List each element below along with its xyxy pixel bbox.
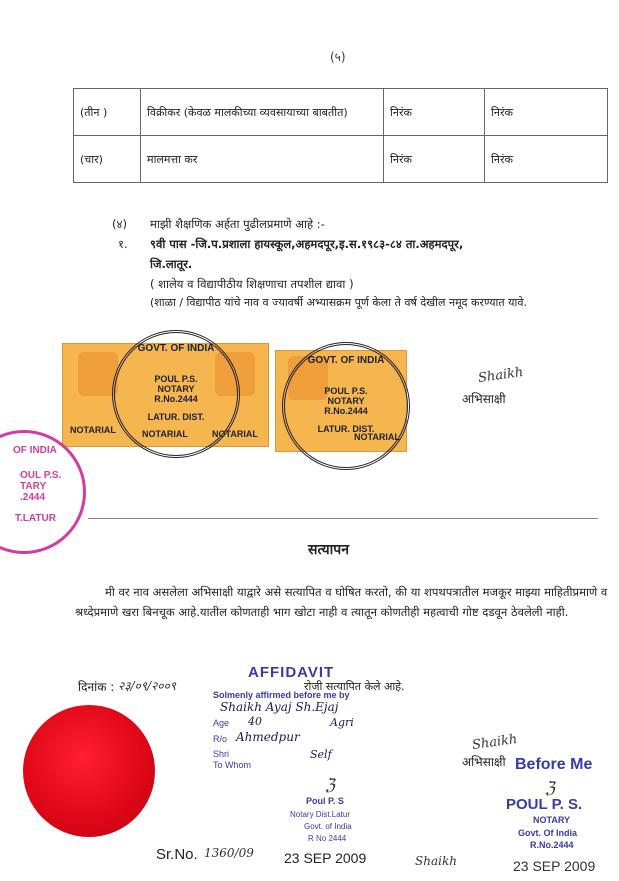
seal-name: POUL P.S. — [154, 374, 198, 384]
affidavit-age-label: Age — [213, 718, 230, 728]
affidavit-affirmed-label: Solmenly affirmed before me by — [213, 690, 350, 700]
table-cell: निरंक — [485, 89, 608, 136]
affidavit-identified-label: Shri — [213, 749, 230, 759]
affidavit-address: Ahmedpur — [236, 730, 300, 744]
notarial-label: NOTARIAL — [70, 425, 116, 435]
affidavit-notary-line2: Notary Dist.Latur — [290, 810, 351, 819]
pink-seal-top: OF INDIA — [13, 445, 57, 456]
assets-table — [73, 88, 608, 183]
table-cell: मालमत्ता कर — [141, 136, 384, 183]
table-row — [74, 136, 608, 183]
affidavit-notary-name: Poul P. S — [306, 796, 344, 806]
notary-seal-pink — [0, 430, 86, 554]
affidavit-to-whom-label: To Whom — [213, 760, 252, 770]
seal-title: NOTARY — [327, 396, 365, 406]
notary-seal — [112, 330, 240, 458]
deponent-signature-bottom: Shaikh — [415, 854, 457, 868]
date-value: २३/०९/२००९ — [118, 679, 177, 693]
pink-seal-reg: .2444 — [20, 492, 46, 503]
pink-seal-name: OUL P.S. — [20, 470, 62, 481]
notarial-label: NOTARIAL — [354, 432, 400, 442]
affidavit-identified: Self — [310, 748, 332, 761]
seal-bottom-text: LATUR. DIST. — [317, 424, 375, 434]
stamp-date: 23 SEP 2009 — [284, 850, 367, 866]
verification-text: मी वर नाव असलेला अभिसाक्षी याद्वारे असे सत्यापित व घोषित करतो, की या शपथपत्रातील मजकूर माझ्या माहितीप्रमाणे व श्रध्देप्रमाणे खरा बिनचूक आहे.यातील कोणताही भाग खोटा नाही व त्यातून कोणतीही महत्वाची गोष्ट दडवून ठेवलेली नाही. — [75, 585, 608, 619]
table-cell: निरंक — [485, 136, 608, 183]
pink-seal-title: TARY — [20, 481, 47, 492]
serial-value: 1360/09 — [204, 846, 254, 860]
red-wax-seal — [23, 705, 155, 837]
affidavit-title: AFFIDAVIT — [248, 664, 335, 681]
serial-label: Sr.No. — [156, 846, 198, 863]
deponent-signature: Shaikh — [471, 731, 519, 754]
notary-signature-icon: ℨ — [325, 775, 335, 794]
education-item-line2: जि.लातूर. — [150, 257, 193, 271]
table-cell: (चार) — [74, 136, 141, 183]
table-cell: निरंक — [384, 136, 485, 183]
notarial-label: NOTARIAL — [212, 429, 258, 439]
education-number: (४) — [112, 217, 127, 231]
before-me-govt: Govt. Of India — [518, 828, 578, 838]
pink-seal-bottom: T.LATUR — [15, 513, 56, 524]
affidavit-notary-line3: Govt. of India — [304, 822, 352, 831]
seal-bottom-text: LATUR. DIST. — [147, 412, 205, 422]
affidavit-notary-line4: R No 2444 — [308, 834, 347, 843]
seal-name: POUL P.S. — [324, 386, 368, 396]
verified-text: रोजी सत्यापित केले आहे. — [304, 680, 405, 693]
seal-top-text: GOVT. OF INDIA — [307, 355, 385, 366]
seal-reg-no: R.No.2444 — [154, 394, 198, 404]
table-row — [74, 89, 608, 136]
education-note-1: ( शालेय व विद्यापीठीय शिक्षणाचा तपशील द्यावा ) — [150, 277, 354, 291]
affidavit-ro-label: R/o — [213, 734, 228, 744]
education-item-number: १. — [118, 237, 128, 251]
before-me-name: POUL P. S. — [506, 796, 583, 813]
deponent-label: अभिसाक्षी — [462, 755, 506, 769]
seal-reg-no: R.No.2444 — [324, 406, 368, 416]
before-me-title-line: NOTARY — [533, 815, 570, 825]
before-me-date: 23 SEP 2009 — [513, 858, 596, 874]
divider — [88, 518, 598, 519]
date-label: दिनांक : — [78, 680, 115, 694]
deponent-signature: Shaikh — [477, 364, 525, 387]
seal-top-text: GOVT. OF INDIA — [137, 343, 215, 354]
page-number: (५) — [330, 50, 346, 64]
notary-signature-icon: ℨ — [545, 778, 555, 797]
before-me-reg-no: R.No.2444 — [530, 840, 574, 850]
table-cell: (तीन ) — [74, 89, 141, 136]
before-me-title: Before Me — [515, 756, 593, 773]
affidavit-occupation: Agri — [330, 716, 354, 729]
education-heading: माझी शैक्षणिक अर्हता पुढीलप्रमाणे आहे :- — [150, 217, 325, 231]
education-item-line1: ९वी पास -जि.प.प्रशाला हायस्कूल,अहमदपूर,इ.स.१९८३-८४ ता.अहमदपूर, — [150, 237, 464, 251]
affidavit-age: 40 — [248, 715, 262, 728]
seal-title: NOTARY — [157, 384, 195, 394]
notarial-label: NOTARIAL — [142, 429, 188, 439]
deponent-label: अभिसाक्षी — [462, 392, 506, 406]
verification-title: सत्यापन — [308, 542, 349, 558]
table-cell: विक्रीकर (केवळ मालकीच्या व्यवसायाच्या बाबतीत) — [141, 89, 384, 136]
notary-seal — [282, 342, 410, 470]
affidavit-name: Shaikh Ayaj Sh.Ejaj — [220, 700, 339, 714]
education-note-2: (शाळा / विद्यापीठ यांचे नाव व ज्यावर्षी अभ्यासक्रम पूर्ण केला ते वर्ष देखील नमूद करण्यात यावे. — [150, 296, 528, 309]
table-cell: निरंक — [384, 89, 485, 136]
